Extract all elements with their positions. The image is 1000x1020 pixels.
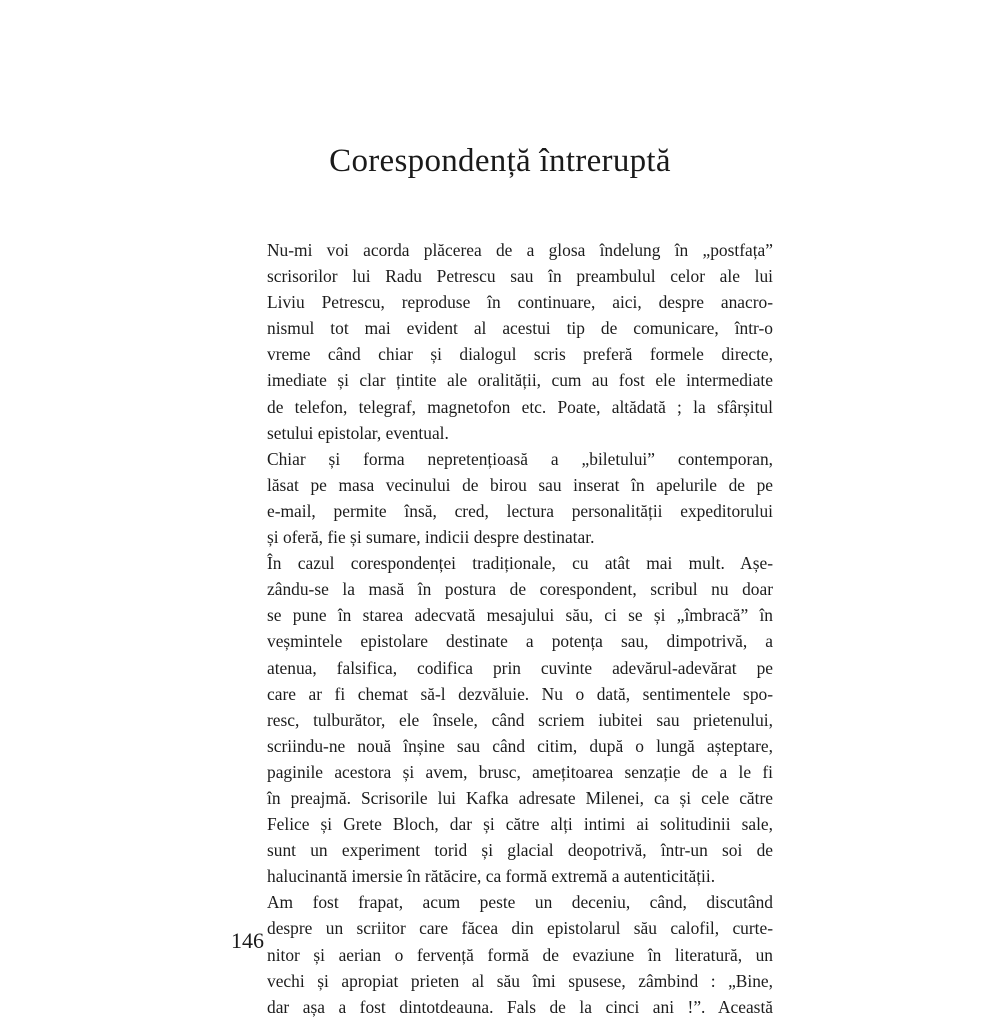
text-line: halucinantă imersie în rătăcire, ca formă extremă a autenticității. [267,866,716,887]
paragraph-4 [243,889,773,1019]
text-line: de telefon, telegraf, magnetofon etc. Poate, altădată ; la sfârșitul [267,396,773,417]
text-line: resc, tulburător, ele însele, când scriem iubitei sau prietenului, [267,709,773,730]
text-line: Am fost frapat, acum peste un deceniu, când, discutând [267,892,773,913]
text-line: Nu-mi voi acorda plăcerea de a glosa îndelung în „postfața” [267,240,773,260]
text-line: zându-se la masă în postura de corespondent, scribul nu doar [267,579,773,600]
text-line: vreme când chiar și dialogul scris preferă formele directe, [267,344,773,365]
text-line: în preajmă. Scrisorile lui Kafka adresate Milenei, ca și cele către [267,787,773,808]
text-line: În cazul corespondenței tradiționale, cu atât mai mult. Așe- [267,553,773,574]
text-line: e-mail, permite însă, cred, lectura personalității expeditorului [267,500,773,521]
text-line: și oferă, fie și sumare, indicii despre destinatar. [267,527,595,548]
paragraph-3 [243,550,773,889]
chapter-title: Corespondență întreruptă [329,143,671,179]
text-line: Felice și Grete Bloch, dar și către alți intimi ai solitudinii sale, [267,814,773,835]
text-line: se pune în starea adecvată mesajului său, ci se și „îmbracă” în [267,605,773,626]
text-line: scrisorilor lui Radu Petrescu sau în preambulul celor ale lui [267,266,773,287]
paragraph-1 [243,237,773,446]
page-number: 146 [231,928,264,953]
text-line: atenua, falsifica, codifica prin cuvinte adevărul-adevărat pe [267,657,773,678]
text-line: lăsat pe masa vecinului de birou sau inserat în apelurile de pe [267,474,773,495]
text-line: nitor și aerian o fervență formă de evaziune în literatură, un [267,944,773,965]
text-line: sunt un experiment torid și glacial deopotrivă, într-un soi de [267,840,773,861]
text-line: Chiar și forma nepretențioasă a „biletului” contemporan, [267,448,773,469]
text-line: veșmintele epistolare destinate a potența sau, dimpotrivă, a [267,631,773,652]
text-line: dar așa a fost dintotdeauna. Fals de la cinci ani !”. Această [267,996,773,1017]
paragraph-2 [243,446,773,550]
text-line: paginile acestora și avem, brusc, amețitoarea senzație de a le fi [267,761,773,782]
text-line: imediate și clar țintite ale oralității, cum au fost ele intermediate [267,370,773,391]
text-line: despre un scriitor care făcea din epistolarul său calofil, curte- [267,918,773,939]
text-line: Liviu Petrescu, reproduse în continuare, aici, despre anacro- [267,292,773,313]
body-text [243,237,773,1020]
text-line: nismul tot mai evident al acestui tip de comunicare, într-o [267,318,773,339]
text-line: scriindu-ne nouă înșine sau când citim, după o lungă așteptare, [267,735,773,756]
text-line: vechi și apropiat prieten al său îmi spusese, zâmbind : „Bine, [267,970,773,991]
text-line: care ar fi chemat să-l dezvăluie. Nu o dată, sentimentele spo- [267,683,773,704]
text-line: setului epistolar, eventual. [267,422,449,443]
